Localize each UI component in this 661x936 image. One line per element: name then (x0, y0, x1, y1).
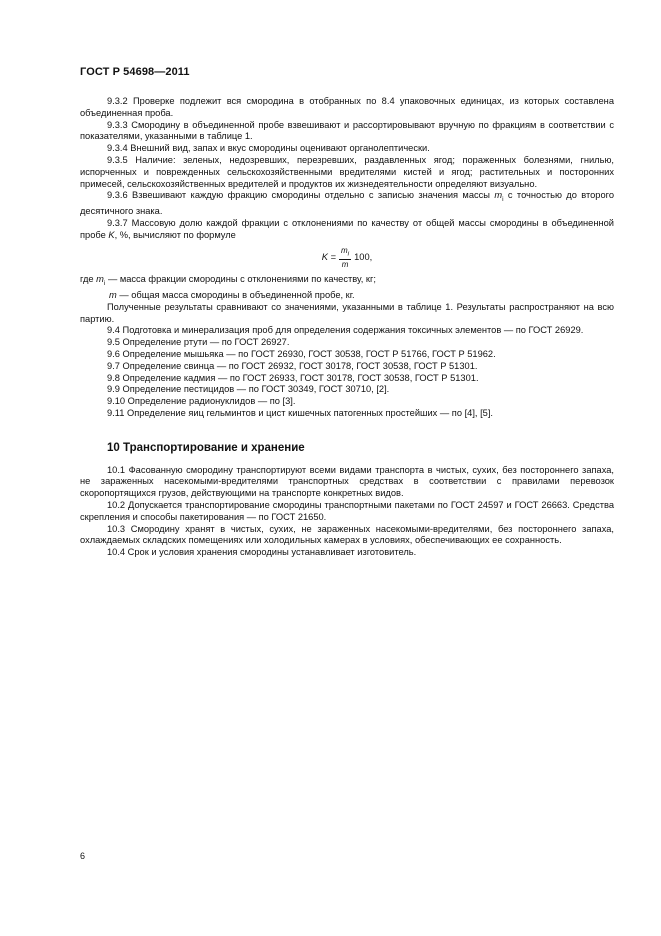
formula-lhs: K = (321, 251, 336, 262)
paragraph-9-3-2: 9.3.2 Проверке подлежит вся смородина в отобранных по 8.4 упаковочных единицах, из которых составлена объединенная проба. (80, 96, 614, 118)
paragraph-9-9: 9.9 Определение пестицидов — по ГОСТ 30349, ГОСТ 30710, [2]. (107, 384, 390, 395)
paragraph-9-5: 9.5 Определение ртути — по ГОСТ 26927. (107, 337, 290, 348)
paragraph-9-4: 9.4 Подготовка и минерализация проб для определения содержания токсичных элементов — по ГОСТ 26929. (107, 325, 584, 336)
document-body (80, 96, 614, 559)
paragraph-9-3-6: 9.3.6 Взвешивают каждую фракцию смородины отдельно с записью значения массы $m_i$ с точностью до второго десятичного знака. (80, 190, 614, 217)
page-number: 6 (80, 851, 86, 861)
paragraph-9-8: 9.8 Определение кадмия — по ГОСТ 26933, ГОСТ 30178, ГОСТ 30538, ГОСТ Р 51301. (107, 372, 479, 383)
paragraph-10-1: 10.1 Фасованную смородину транспортируют всеми видами транспорта в чистых, сухих, без постороннего запаха, не зараженных насекомыми-вредителями транспортных средствах в соответствии с правилами перевозок скоропортящихся грузов, действующими на транспорте конкретных видов. (80, 464, 614, 499)
section-10-title: 10 Транспортирование и хранение (107, 441, 305, 454)
paragraph-9-3-7: 9.3.7 Массовую долю каждой фракции с отклонениями по качеству от общей массы смородины в объединенной пробе K, %, вычисляют по формуле (80, 217, 614, 240)
formula-fraction: $\frac{m_i}{m}$ (340, 246, 350, 270)
paragraph-results: Полученные результаты сравнивают со значениями, указанными в таблице 1. Результаты распространяют на всю партию. (80, 301, 614, 324)
where-mi: где $m_i$ — масса фракции смородины с отклонениями по качеству, кг; (80, 274, 376, 288)
paragraph-10-4: 10.4 Срок и условия хранения смородины устанавливает изготовитель. (107, 547, 417, 558)
paragraph-9-7: 9.7 Определение свинца — по ГОСТ 26932, ГОСТ 30178, ГОСТ 30538, ГОСТ Р 51301. (107, 360, 478, 371)
where-m: m — общая масса смородины в объединенной пробе, кг. (109, 290, 355, 301)
paragraph-9-3-3: 9.3.3 Смородину в объединенной пробе взвешивают и рассортировывают вручную по фракциям в соответствии с показателями, указанными в таблице 1. (80, 119, 614, 142)
paragraph-9-3-5: 9.3.5 Наличие: зеленых, недозревших, перезревших, раздавленных ягод; пораженных болезнями, гнилью, испорченных и поврежденных сельскохозяйственными вредителями кистей и ягод; растительных и посторонних примесей, сельскохозяйственных вредителей и продуктов их жизнедеятельности определяют визуально. (80, 154, 614, 189)
paragraph-9-6: 9.6 Определение мышьяка — по ГОСТ 26930, ГОСТ 30538, ГОСТ Р 51766, ГОСТ Р 51962. (107, 349, 496, 360)
formula-tail: 100, (354, 251, 373, 262)
document-header: ГОСТ Р 54698—2011 (80, 66, 190, 78)
paragraph-10-3: 10.3 Смородину хранят в чистых, сухих, не зараженных насекомыми-вредителями, без постороннего запаха, охлаждаемых складских помещениях или холодильных камерах в условиях, обеспечивающих ее сохранность. (80, 523, 614, 546)
paragraph-9-3-4: 9.3.4 Внешний вид, запах и вкус смородины оценивают органолептически. (107, 143, 430, 154)
paragraph-10-2: 10.2 Допускается транспортирование смородины транспортными пакетами по ГОСТ 24597 и ГОСТ 26663. Средства скрепления и способы пакетирования — по ГОСТ 21650. (80, 500, 614, 522)
paragraph-9-10: 9.10 Определение радионуклидов — по [3]. (107, 396, 296, 407)
paragraph-9-11: 9.11 Определение яиц гельминтов и цист кишечных патогенных простейших — по [4], [5]. (107, 408, 494, 419)
formula-k (80, 246, 614, 268)
